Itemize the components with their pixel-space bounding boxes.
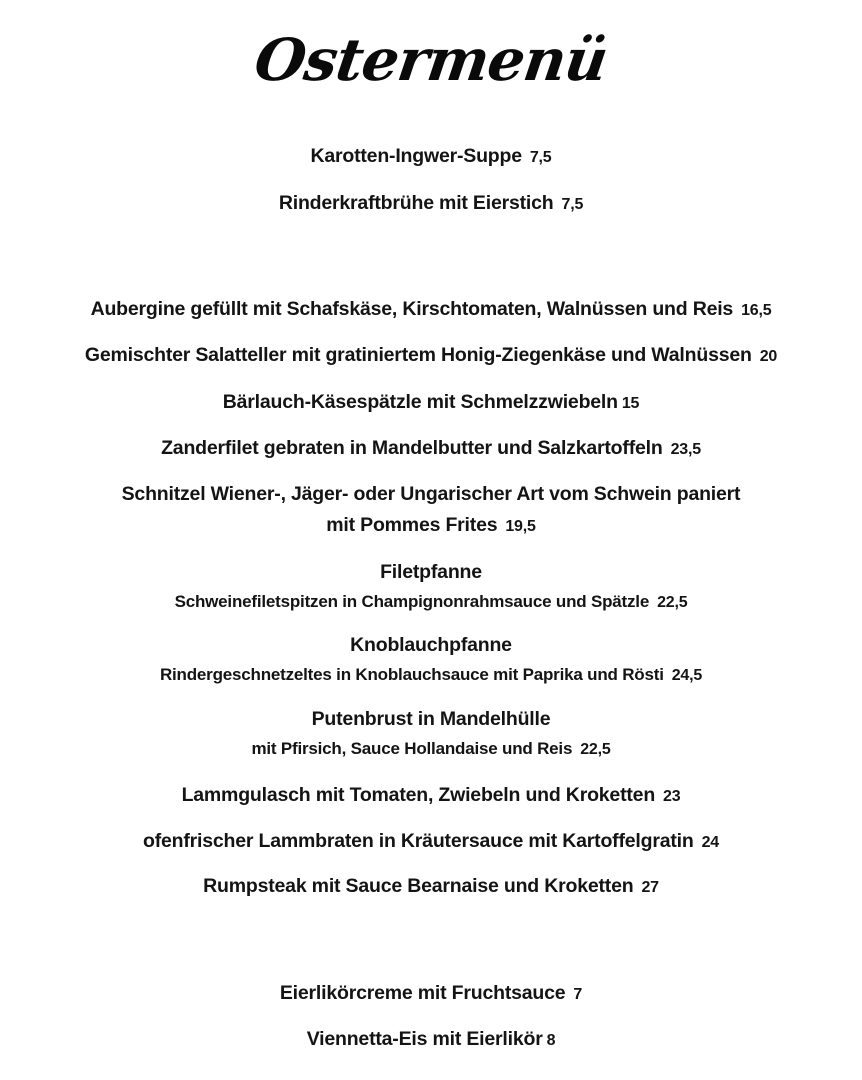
menu-item-filetpfanne [0, 561, 862, 584]
item-price: 23 [663, 788, 681, 805]
item-price: 20 [759, 348, 778, 365]
menu-item-lammgulasch [0, 784, 862, 807]
menu-title: Ostermenü [250, 26, 612, 94]
item-price: 24 [701, 834, 719, 851]
item-name-line2: mit Pommes Frites [326, 514, 498, 536]
menu-item-karotten-ingwer-suppe [0, 145, 862, 168]
menu-item-filetpfanne-desc [0, 592, 862, 612]
item-description: Schweinefiletspitzen in Champignonrahmsauce und Spätzle [174, 592, 650, 611]
item-name: Gemischter Salatteller mit gratiniertem Honig-Ziegenkäse und Walnüssen [84, 344, 752, 366]
item-price: 7,5 [529, 149, 552, 166]
menu-item-knoblauchpfanne [0, 634, 862, 657]
item-price: 23,5 [670, 441, 701, 458]
item-price: 8 [546, 1032, 556, 1049]
menu-item-aubergine [0, 298, 862, 321]
menu-item-rinderkraftbruehe [0, 192, 862, 215]
menu-item-salatteller [0, 344, 862, 367]
menu-item-eierlikoercreme [0, 982, 862, 1005]
item-name: Viennetta-Eis mit Eierlikör [306, 1028, 543, 1050]
item-price: 7,5 [561, 196, 584, 213]
menu-item-lammbraten [0, 830, 862, 853]
item-name: Karotten-Ingwer-Suppe [310, 145, 522, 167]
item-name: Knoblauchpfanne [350, 634, 512, 656]
item-price: 7 [573, 986, 583, 1003]
item-price: 27 [641, 879, 659, 896]
item-name: Eierlikörcreme mit Fruchtsauce [279, 982, 566, 1004]
menu-item-kaesespaetzle [0, 391, 862, 414]
item-name: Filetpfanne [380, 561, 482, 583]
item-name: Rinderkraftbrühe mit Eierstich [278, 192, 554, 214]
item-name: ofenfrischer Lammbraten in Kräutersauce mit Kartoffelgratin [143, 830, 694, 852]
item-price: 22,5 [580, 741, 611, 758]
item-price: 22,5 [657, 594, 688, 611]
item-description: mit Pfirsich, Sauce Hollandaise und Reis [251, 739, 573, 758]
item-name: Lammgulasch mit Tomaten, Zwiebeln und Kroketten [181, 784, 656, 806]
menu-item-schnitzel-line2 [0, 514, 862, 537]
item-name: Bärlauch-Käsespätzle mit Schmelzzwiebeln [222, 391, 618, 413]
item-name: Zanderfilet gebraten in Mandelbutter und Salzkartoffeln [161, 437, 663, 459]
item-name: Aubergine gefüllt mit Schafskäse, Kirschtomaten, Walnüssen und Reis [90, 298, 734, 320]
item-price: 16,5 [741, 302, 772, 319]
menu-item-putenbrust [0, 708, 862, 731]
menu-item-zanderfilet [0, 437, 862, 460]
menu-item-rumpsteak [0, 875, 862, 898]
item-name: Schnitzel Wiener-, Jäger- oder Ungarischer Art vom Schwein paniert [121, 483, 741, 505]
menu-item-schnitzel [0, 483, 862, 506]
item-description: Rindergeschnetzeltes in Knoblauchsauce mit Paprika und Rösti [159, 665, 664, 684]
menu-item-putenbrust-desc [0, 739, 862, 759]
menu-item-knoblauchpfanne-desc [0, 665, 862, 685]
item-name: Putenbrust in Mandelhülle [311, 708, 551, 730]
item-price: 19,5 [505, 518, 536, 535]
item-name: Rumpsteak mit Sauce Bearnaise und Kroketten [203, 875, 634, 897]
menu-item-viennetta [0, 1028, 862, 1051]
item-price: 15 [621, 395, 640, 412]
item-price: 24,5 [671, 667, 703, 684]
